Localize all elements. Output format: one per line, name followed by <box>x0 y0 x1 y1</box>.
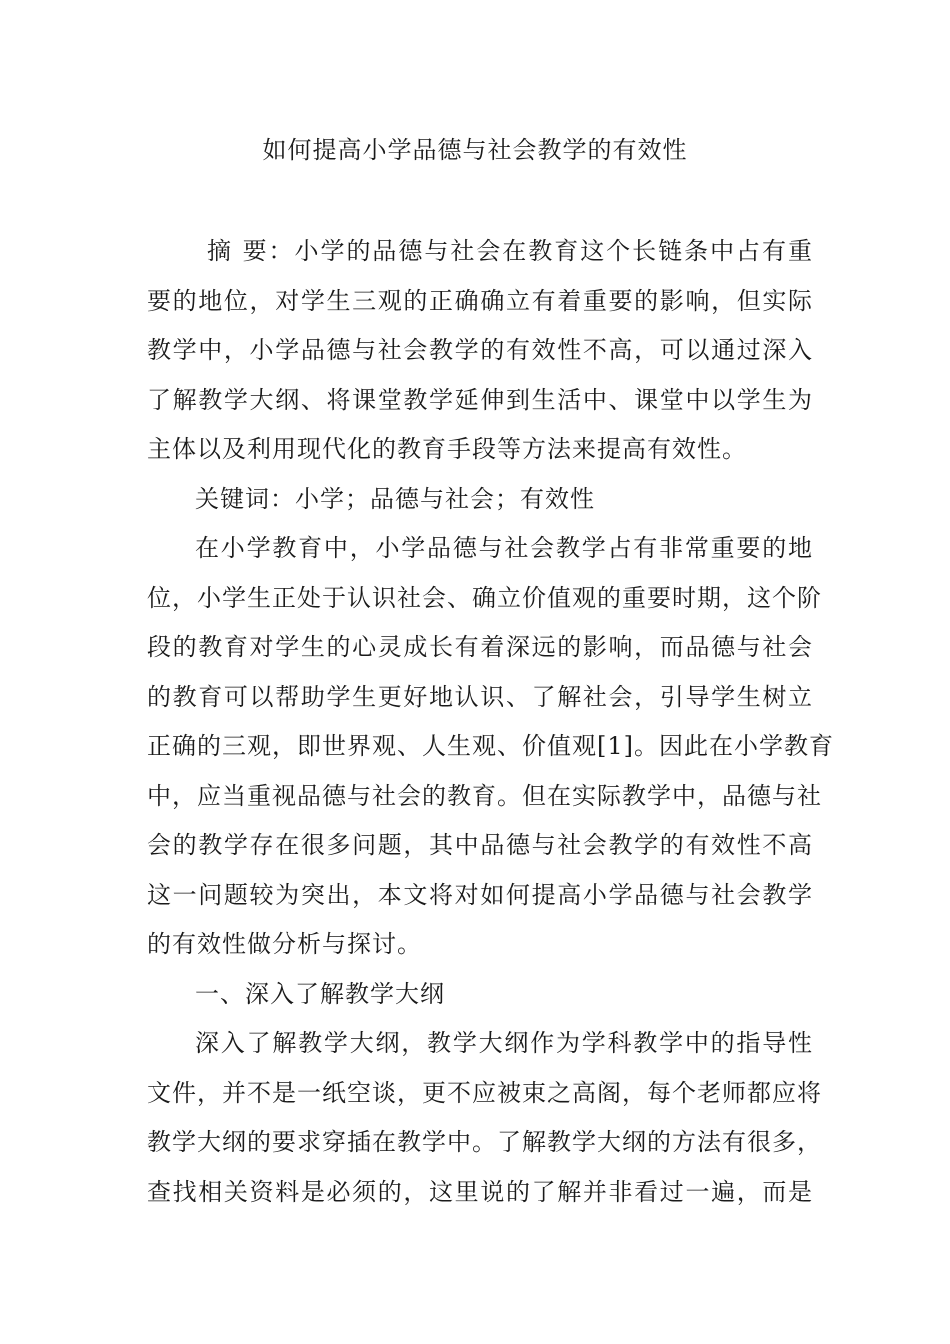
intro-line: 中，应当重视品德与社会的教育。但在实际教学中，品德与社 <box>147 781 822 810</box>
intro-line: 的有效性做分析与探讨。 <box>147 930 422 958</box>
intro-line: 正确的三观，即世界观、人生观、价值观[1]。因此在小学教育 <box>147 732 834 760</box>
document-title: 如何提高小学品德与社会教学的有效性 <box>262 136 688 164</box>
intro-line: 这一问题较为突出，本文将对如何提高小学品德与社会教学 <box>147 880 813 909</box>
section-line: 深入了解教学大纲，教学大纲作为学科教学中的指导性 <box>195 1029 813 1057</box>
intro-line: 段的教育对学生的心灵成长有着深远的影响，而品德与社会 <box>147 633 813 661</box>
intro-line: 位，小学生正处于认识社会、确立价值观的重要时期，这个阶 <box>147 583 822 612</box>
intro-line: 的教育可以帮助学生更好地认识、了解社会，引导学生树立 <box>147 682 813 711</box>
section-line: 查找相关资料是必须的，这里说的了解并非看过一遍，而是 <box>147 1177 813 1206</box>
document-body <box>147 227 834 1217</box>
abstract-line: 摘 要：小学的品德与社会在教育这个长链条中占有重 <box>207 237 813 265</box>
section-line: 文件，并不是一纸空谈，更不应被束之高阁，每个老师都应将 <box>147 1078 822 1107</box>
abstract-line: 了解教学大纲、将课堂教学延伸到生活中、课堂中以学生为 <box>147 385 813 414</box>
section-heading: 一、深入了解教学大纲 <box>195 979 445 1008</box>
abstract-line: 教学中，小学品德与社会教学的有效性不高，可以通过深入 <box>147 336 813 364</box>
abstract-line: 主体以及利用现代化的教育手段等方法来提高有效性。 <box>147 435 747 463</box>
section-line: 教学大纲的要求穿插在教学中。了解教学大纲的方法有很多， <box>147 1128 822 1156</box>
intro-line: 在小学教育中，小学品德与社会教学占有非常重要的地 <box>195 534 813 562</box>
intro-line: 会的教学存在很多问题，其中品德与社会教学的有效性不高 <box>147 831 813 859</box>
abstract-line: 要的地位，对学生三观的正确确立有着重要的影响，但实际 <box>147 286 813 315</box>
keywords-line: 关键词：小学；品德与社会；有效性 <box>195 484 595 513</box>
